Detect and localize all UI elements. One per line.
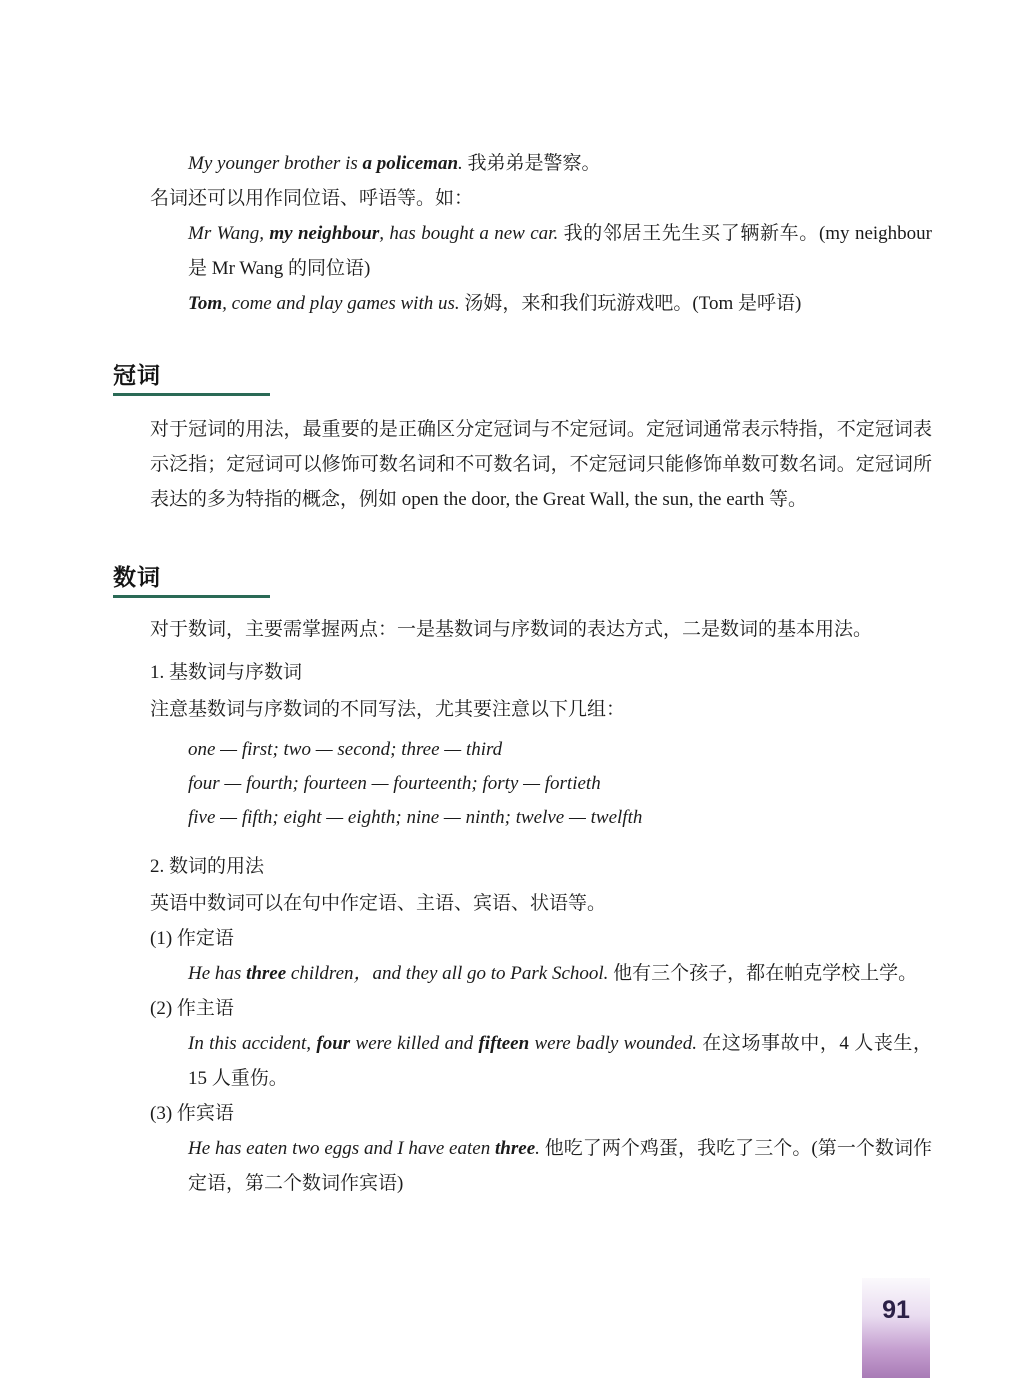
bold-term: four bbox=[316, 1033, 351, 1054]
chinese-translation: 汤姆，来和我们玩游戏吧。 bbox=[464, 293, 693, 314]
numeral-pair-line: four — fourth; fourteen — fourteenth; forty — fortieth bbox=[188, 773, 601, 794]
english-text: In this accident, bbox=[188, 1033, 317, 1054]
chinese-translation: 在这场事故中，4 人丧生，15 人重伤。 bbox=[188, 1033, 933, 1089]
chinese-translation: 他有三个孩子，都在帕克学校上学。 bbox=[613, 963, 918, 984]
english-text: . bbox=[458, 153, 468, 174]
section-heading-numerals: 数词 bbox=[113, 559, 270, 598]
page-number: 91 bbox=[882, 1296, 910, 1324]
page-number-badge bbox=[862, 1278, 930, 1378]
subsection-title-cardinal-ordinal: 1. 基数词与序数词 bbox=[150, 662, 303, 683]
bold-term: three bbox=[246, 963, 287, 984]
bold-term: fifteen bbox=[478, 1033, 530, 1054]
english-text: were killed and bbox=[350, 1033, 479, 1054]
english-text: He has eaten two eggs and I have eaten bbox=[188, 1138, 496, 1159]
chinese-translation: 我的邻居王先生买了辆新车。 bbox=[563, 223, 819, 244]
english-text: , come and play games with us. bbox=[222, 293, 465, 314]
usage-example-subject bbox=[188, 1026, 932, 1096]
bold-term: my neighbour bbox=[269, 223, 380, 244]
english-text: Mr Wang, bbox=[188, 223, 270, 244]
bold-term: Tom bbox=[188, 293, 223, 314]
example-sentence-tom bbox=[188, 286, 932, 321]
english-text: My younger brother is bbox=[188, 153, 363, 174]
usage-item-label-attributive: (1) 作定语 bbox=[150, 928, 234, 949]
section-articles bbox=[113, 357, 1024, 396]
grammar-note: (my neighbour 是 Mr Wang 的同位语) bbox=[188, 223, 932, 279]
english-text: . bbox=[535, 1138, 545, 1159]
numeral-pairs-list bbox=[0, 733, 1024, 835]
usage-example-object bbox=[188, 1131, 932, 1201]
usage-note: 英语中数词可以在句中作定语、主语、宾语、状语等。 bbox=[150, 893, 607, 914]
numeral-pair-line: one — first; two — second; three — third bbox=[188, 739, 503, 760]
english-text: , has bought a new car. bbox=[379, 223, 564, 244]
chinese-text: 名词还可以用作同位语、呼语等。如： bbox=[150, 188, 474, 209]
usage-item-label-object: (3) 作宾语 bbox=[150, 1103, 234, 1124]
bold-term: three bbox=[495, 1138, 536, 1159]
cardinal-ordinal-note: 注意基数词与序数词的不同写法，尤其要注意以下几组： bbox=[150, 699, 626, 720]
english-text: were badly wounded. bbox=[529, 1033, 703, 1054]
chinese-translation: 我弟弟是警察。 bbox=[467, 153, 601, 174]
subsection-title-usage: 2. 数词的用法 bbox=[150, 856, 265, 877]
grammar-note: (第一个数词作定语，第二个数词作宾语) bbox=[188, 1138, 933, 1194]
chinese-translation: 他吃了两个鸡蛋，我吃了三个。 bbox=[544, 1138, 812, 1159]
usage-example-attributive bbox=[188, 956, 932, 991]
lead-sentence-nouns bbox=[150, 181, 932, 216]
numeral-pair-line: five — fifth; eight — eighth; nine — ninth; twelve — twelfth bbox=[188, 807, 643, 828]
usage-item-label-subject: (2) 作主语 bbox=[150, 998, 234, 1019]
grammar-note: (Tom 是呼语) bbox=[692, 293, 802, 314]
numerals-intro-paragraph: 对于数词，主要需掌握两点：一是基数词与序数词的表达方式，二是数词的基本用法。 bbox=[150, 619, 873, 640]
example-sentence-policeman bbox=[188, 146, 932, 181]
section-heading-articles: 冠词 bbox=[113, 357, 270, 396]
bold-term: a policeman bbox=[362, 153, 459, 174]
english-text: children，and they all go to Park School. bbox=[286, 963, 614, 984]
section-numerals bbox=[113, 559, 1024, 598]
example-sentence-neighbour bbox=[188, 216, 932, 286]
english-text: He has bbox=[188, 963, 247, 984]
articles-paragraph: 对于冠词的用法，最重要的是正确区分定冠词与不定冠词。定冠词通常表示特指，不定冠词表示泛指；定冠词可以修饰可数名词和不可数名词，不定冠词只能修饰单数可数名词。定冠词所表达的多为特指的概念，例如 open the door, the Great Wall, the sun, the earth 等。 bbox=[150, 419, 932, 510]
